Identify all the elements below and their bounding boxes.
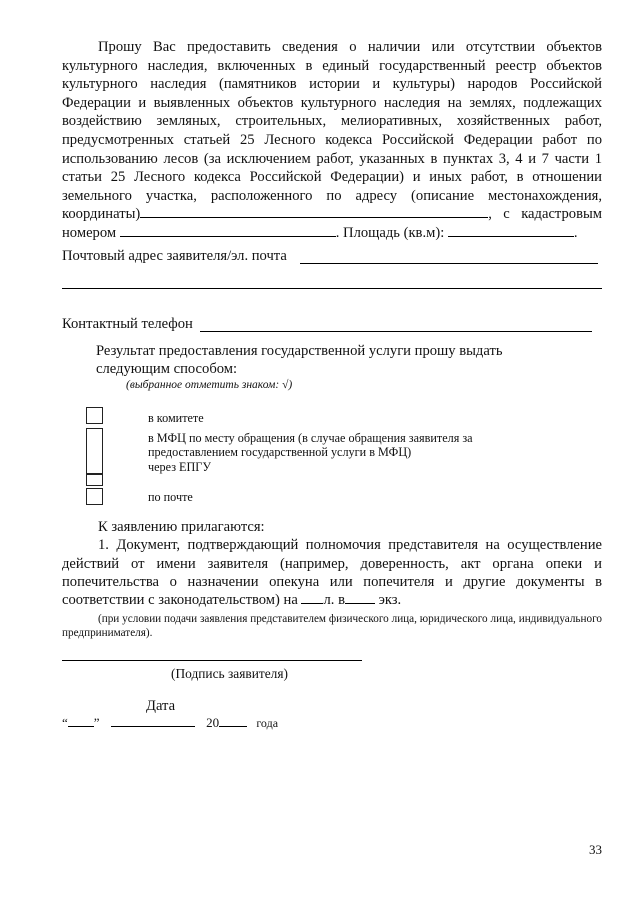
area-label: . Площадь (кв.м): [335, 224, 445, 241]
result-hint: (выбранное отметить знаком: √) [126, 379, 293, 391]
postal-address-label: Почтовый адрес заявителя/эл. почта [62, 248, 287, 264]
cadastral-label: , с кадастровым номером [62, 206, 602, 241]
option-mfc-2: предоставлением государственной услуги в МФЦ) [148, 445, 412, 459]
sheets-field[interactable] [301, 591, 323, 604]
attachments-note: (при условии подачи заявления представителем физического лица, юридического лица, индивидуального предпринимателя). [62, 613, 602, 640]
option-committee: в комитете [148, 411, 204, 425]
signature-caption: (Подпись заявителя) [171, 666, 288, 681]
postal-address-field-line2[interactable] [62, 288, 602, 289]
signature-field[interactable] [62, 660, 362, 661]
checkbox-post[interactable] [86, 488, 103, 505]
option-post: по почте [148, 490, 193, 504]
checkbox-committee[interactable] [86, 407, 103, 424]
checkbox-mfc[interactable] [86, 428, 103, 474]
result-heading-2: следующим способом: [96, 361, 238, 377]
request-text: Прошу Вас предоставить сведения о наличии или отсутствии объектов культурного наследия, включенных в единый государственный реестр объектов культурного наследия (памятников истории и культуры) народов Российской Федерации и выявленных объектов культурного наследия на землях, подлежащих воздействию земляных, строительных, мелиоративных, хозяйственных работ, предусмотренных статьей 25 Лесного кодекса Российской Федерации работ по использованию лесов (за исключением работ, указанных в пунктах 3, 4 и 7 части 1 статьи 25 Лесного кодекса Российской Федерации) и иных работ, в отношении земельного участка, расположенного по адресу (описание местонахождения, координаты) [62, 39, 602, 223]
attachments-section: К заявлению прилагаются: 1. Документ, подтверждающий полномочия представителя на осуществление действий от имени заявителя (например, доверенность, акт органа опеки и попечительства о назначении опекуна или попечителя и другие документы в соответствии с законодательством) на л. в экз. (при условии подачи заявления представителем физического лица, юридического лица, индивидуального предпринимателя). [62, 519, 602, 640]
result-heading: Результат предоставления государственной услуги прошу выдать [96, 343, 503, 359]
date-row: “ ” 20 года [62, 715, 279, 730]
area-field[interactable] [448, 224, 574, 237]
copies-field[interactable] [345, 591, 375, 604]
phone-field[interactable] [200, 331, 592, 332]
month-field[interactable] [111, 716, 195, 727]
year-field[interactable] [219, 716, 247, 727]
checkbox-epgu[interactable] [86, 474, 103, 486]
date-label: Дата [146, 698, 176, 714]
option-epgu: через ЕПГУ [148, 460, 211, 474]
phone-label: Контактный телефон [62, 316, 193, 332]
option-mfc: в МФЦ по месту обращения (в случае обращения заявителя за [148, 431, 473, 445]
request-paragraph: Прошу Вас предоставить сведения о наличии или отсутствии объектов культурного наследия, включенных в единый государственный реестр объектов культурного наследия (памятников истории и культуры) народов Российской Федерации и выявленных объектов культурного наследия на землях, подлежащих воздействию земляных, строительных, мелиоративных, хозяйственных работ, предусмотренных статьей 25 Лесного кодекса Российской Федерации работ по использованию лесов (за исключением работ, указанных в пунктах 3, 4 и 7 части 1 статьи 25 Лесного кодекса Российской Федерации) и иных работ, в отношении земельного участка, расположенного по адресу (описание местонахождения, координаты) , с кадастровым номером . Площадь (кв.м): . [62, 39, 602, 241]
attachments-heading: К заявлению прилагаются: [98, 519, 265, 535]
day-field[interactable] [68, 716, 94, 727]
postal-address-field[interactable] [300, 263, 598, 264]
page-number: 33 [589, 842, 602, 857]
cadastral-number-field[interactable] [120, 224, 336, 237]
address-field[interactable] [140, 205, 488, 218]
attachment-item-1: 1. Документ, подтверждающий полномочия представителя на осуществление действий от имени заявителя (например, доверенность, акт органа опеки и попечительства о назначении опекуна или попечителя и другие документы в соответствии с законодательством) на [62, 537, 602, 609]
